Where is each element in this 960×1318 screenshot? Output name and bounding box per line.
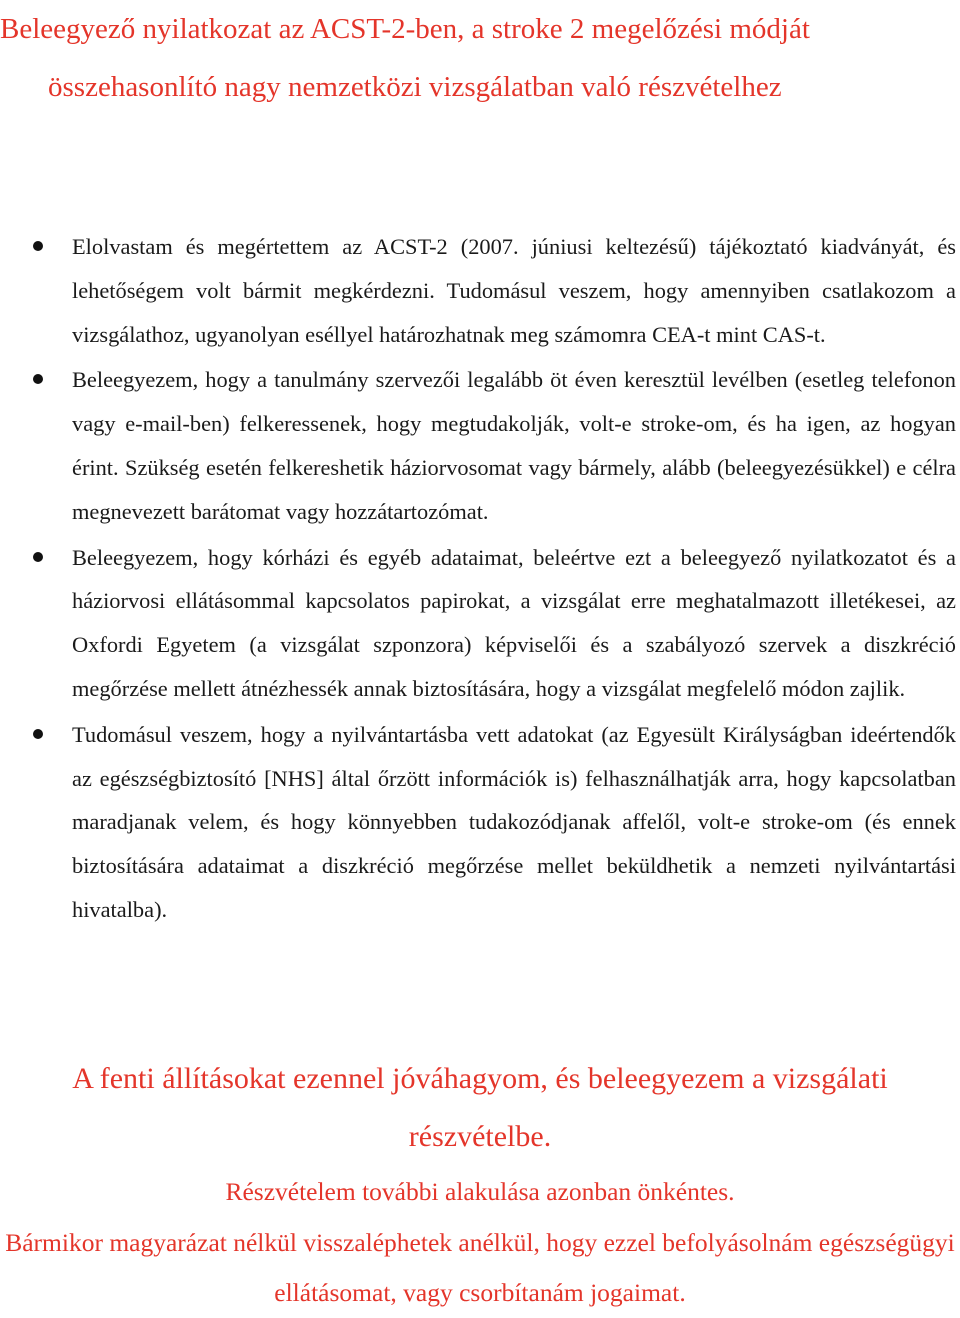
closing-section xyxy=(0,1050,960,1318)
bullet-dot-icon xyxy=(33,241,43,251)
voluntary-statement: Részvételem további alakulása azonban önkéntes. xyxy=(225,1177,735,1206)
consent-statements-list xyxy=(0,225,960,934)
statement-text: Beleegyezem, hogy kórházi és egyéb adataimat, beleértve ezt a beleegyező nyilatkozatot és a háziorvosi ellátásommal kapcsolatos papirokat, a vizsgálat erre meghatalmazott illetékesei, az Oxfordi Egyetem (a vizsgálat szponzora) képviselői és a szabályozó szervek a diszkréció megőrzése mellett átnézhessék annak biztosítására, hogy a vizsgálat megfelelő módon zajlik. xyxy=(72,544,956,701)
withdrawal-statement: Bármikor magyarázat nélkül visszaléphetek anélkül, hogy ezzel befolyásolnám egészségügyi ellátásomat, vagy csorbítanám jogaimat. xyxy=(5,1228,955,1307)
list-item xyxy=(0,358,960,533)
bullet-dot-icon xyxy=(33,374,43,384)
approval-statement: A fenti állításokat ezennel jóváhagyom, és beleegyezem a vizsgálati részvételbe. xyxy=(72,1062,888,1153)
list-item xyxy=(0,713,960,932)
title-line-1: Beleegyező nyilatkozat az ACST-2-ben, a stroke 2 megelőzési módját xyxy=(0,13,810,45)
bullet-dot-icon xyxy=(33,729,43,739)
statement-text: Beleegyezem, hogy a tanulmány szervezői legalább öt éven keresztül levélben (esetleg telefonon vagy e-mail-ben) felkeressenek, hogy megtudakolják, volt-e stroke-om, és ha igen, az hogyan érint. Szükség esetén felkereshetik háziorvosomat vagy bármely, alább (beleegyezésükkel) e célra megnevezett barátomat vagy hozzátartozómat. xyxy=(72,367,956,524)
statement-text: Tudomásul veszem, hogy a nyilvántartásba vett adatokat (az Egyesült Királyságban ideértendők az egészségbiztosító [NHS] által őrzött információk is) felhasználhatják arra, hogy kapcsolatban maradjanak velem, és hogy könnyebben tudakozódjanak affelől, volt-e stroke-om (és ennek biztosítására adataimat a diszkréció megőrzése mellet beküldhetik a nemzeti nyilvántartási hivatalba). xyxy=(72,721,956,922)
statement-text: Elolvastam és megértettem az ACST-2 (2007. júniusi keltezésű) tájékoztató kiadványát, és lehetőségem volt bármit megkérdezni. Tudomásul veszem, hogy amennyiben csatlakozom a vizsgálathoz, ugyanolyan eséllyel határozhatnak meg számomra CEA-t mint CAS-t. xyxy=(72,234,956,347)
list-item xyxy=(0,225,960,356)
document-title xyxy=(0,0,960,116)
title-line-2: összehasonlító nagy nemzetközi vizsgálatban való részvételhez xyxy=(48,71,782,103)
bullet-dot-icon xyxy=(33,552,43,562)
list-item xyxy=(0,536,960,711)
